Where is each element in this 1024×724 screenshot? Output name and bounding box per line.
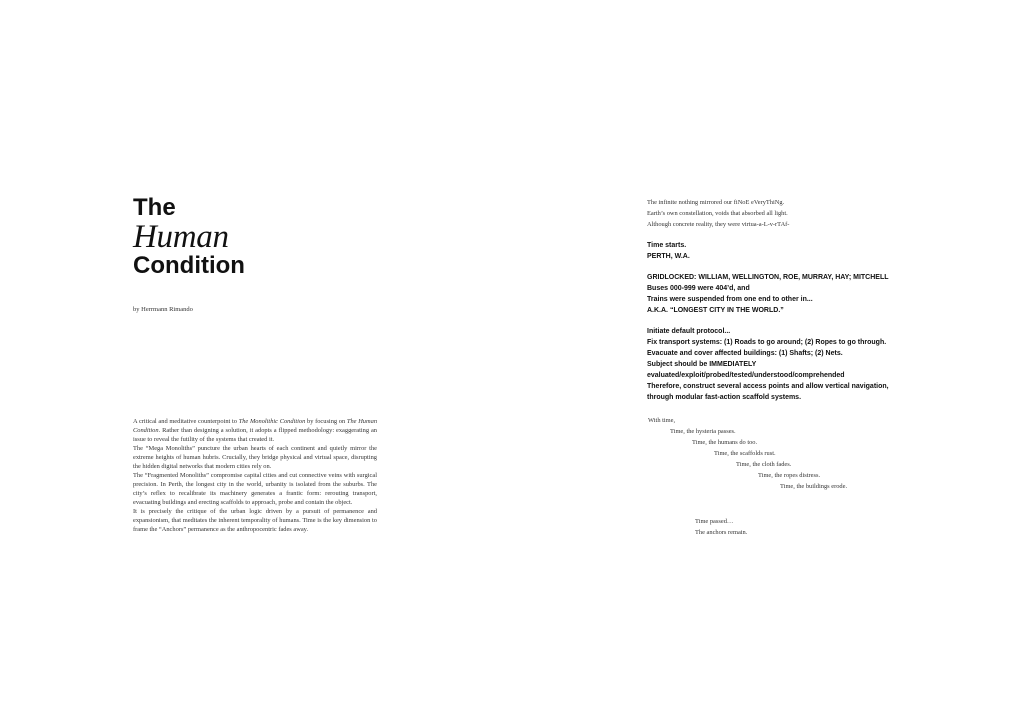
body-text	[133, 417, 377, 534]
stair-line: Time, the buildings erode.	[780, 483, 848, 490]
bold-line: Buses 000-999 were 404’d, and	[647, 285, 750, 292]
body-text-span: A critical and meditative counterpoint to	[133, 418, 239, 425]
bold-line: Evacuate and cover affected buildings: (1) Shafts; (2) Nets.	[647, 350, 843, 357]
intro-verse	[647, 197, 927, 230]
protocol-block	[647, 326, 927, 403]
closing-line: The anchors remain.	[695, 529, 748, 536]
bold-line: Trains were suspended from one end to other in...	[647, 296, 813, 303]
intro-line: Although concrete reality, they were virtua-a-L-v-rTAf-	[647, 221, 790, 228]
time-starts-block	[647, 240, 927, 262]
intro-line: The infinite nothing mirrored our fiNoE eVeryThiNg.	[647, 199, 785, 206]
bold-line: through modular fast-action scaffold systems.	[647, 394, 802, 401]
bold-line: Therefore, construct several access points and allow vertical navigation,	[647, 383, 889, 390]
paragraph-intro	[133, 417, 377, 444]
paragraph-fragmented-monoliths: The “Fragmented Monoliths” compromise capital cities and cut connective veins with surgical precision. In Perth, the longest city in the world, urbanity is isolated from the suburbs. The city’s reflex to recalibrate its machinery generates a frantic form: rerouting transport, evacuating buildings and erecting scaffolds to approach, probe and contain the object.	[133, 472, 377, 506]
narrative-column	[647, 197, 927, 403]
bold-line: evaluated/exploit/probed/tested/understood/comprehended	[647, 372, 845, 379]
reference-title: The Human Condition	[133, 418, 378, 434]
bold-line: Subject should be IMMEDIATELY	[647, 361, 757, 368]
bold-line: PERTH, W.A.	[647, 253, 690, 260]
body-text-span: . Rather than designing a solution, it adopts a flipped methodology: exaggerating an issue to reveal the futility of the systems that created it.	[133, 427, 377, 443]
bold-line: GRIDLOCKED: WILLIAM, WELLINGTON, ROE, MURRAY, HAY; MITCHELL	[647, 274, 889, 281]
closing-line: Time passed…	[695, 518, 734, 525]
title-line-the: The	[133, 194, 176, 221]
body-text-span: by focusing on	[305, 418, 347, 425]
stair-line: Time, the hysteria passes.	[670, 428, 736, 435]
gridlock-block	[647, 272, 927, 316]
title-block	[133, 194, 393, 280]
stair-line: With time,	[648, 417, 676, 424]
paragraph-mega-monoliths: The “Mega Monoliths” puncture the urban hearts of each continent and quietly mirror the extreme heights of human hubris. Crucially, they bridge physical and virtual space, disrupting the hidden digital networks that modern cities rely on.	[133, 445, 377, 470]
stair-line: Time, the ropes distress.	[758, 472, 821, 479]
title-line-condition: Condition	[133, 252, 245, 279]
bold-line: Time starts.	[647, 242, 687, 249]
byline: by Herrmann Rimando	[133, 306, 193, 313]
stair-line: Time, the humans do too.	[692, 439, 758, 446]
paragraph-critique: It is precisely the critique of the urban logic driven by a pursuit of permanence and expansionism, that meditates the inherent temporality of humans. Time is the key dimension to frame the “Anchors” permanence as the anthropocentric fades away.	[133, 508, 377, 533]
closing-verse	[695, 516, 747, 538]
bold-line: A.K.A. “LONGEST CITY IN THE WORLD.”	[647, 307, 784, 314]
stair-line: Time, the scaffolds rust.	[714, 450, 776, 457]
bold-line: Initiate default protocol...	[647, 328, 731, 335]
bold-line: Fix transport systems: (1) Roads to go around; (2) Ropes to go through.	[647, 339, 887, 346]
reference-title: The Monolithic Condition	[238, 418, 306, 425]
title-line-human: Human	[133, 219, 229, 255]
intro-line: Earth’s own constellation, voids that absorbed all light.	[647, 210, 788, 217]
stair-line: Time, the cloth fades.	[736, 461, 792, 468]
